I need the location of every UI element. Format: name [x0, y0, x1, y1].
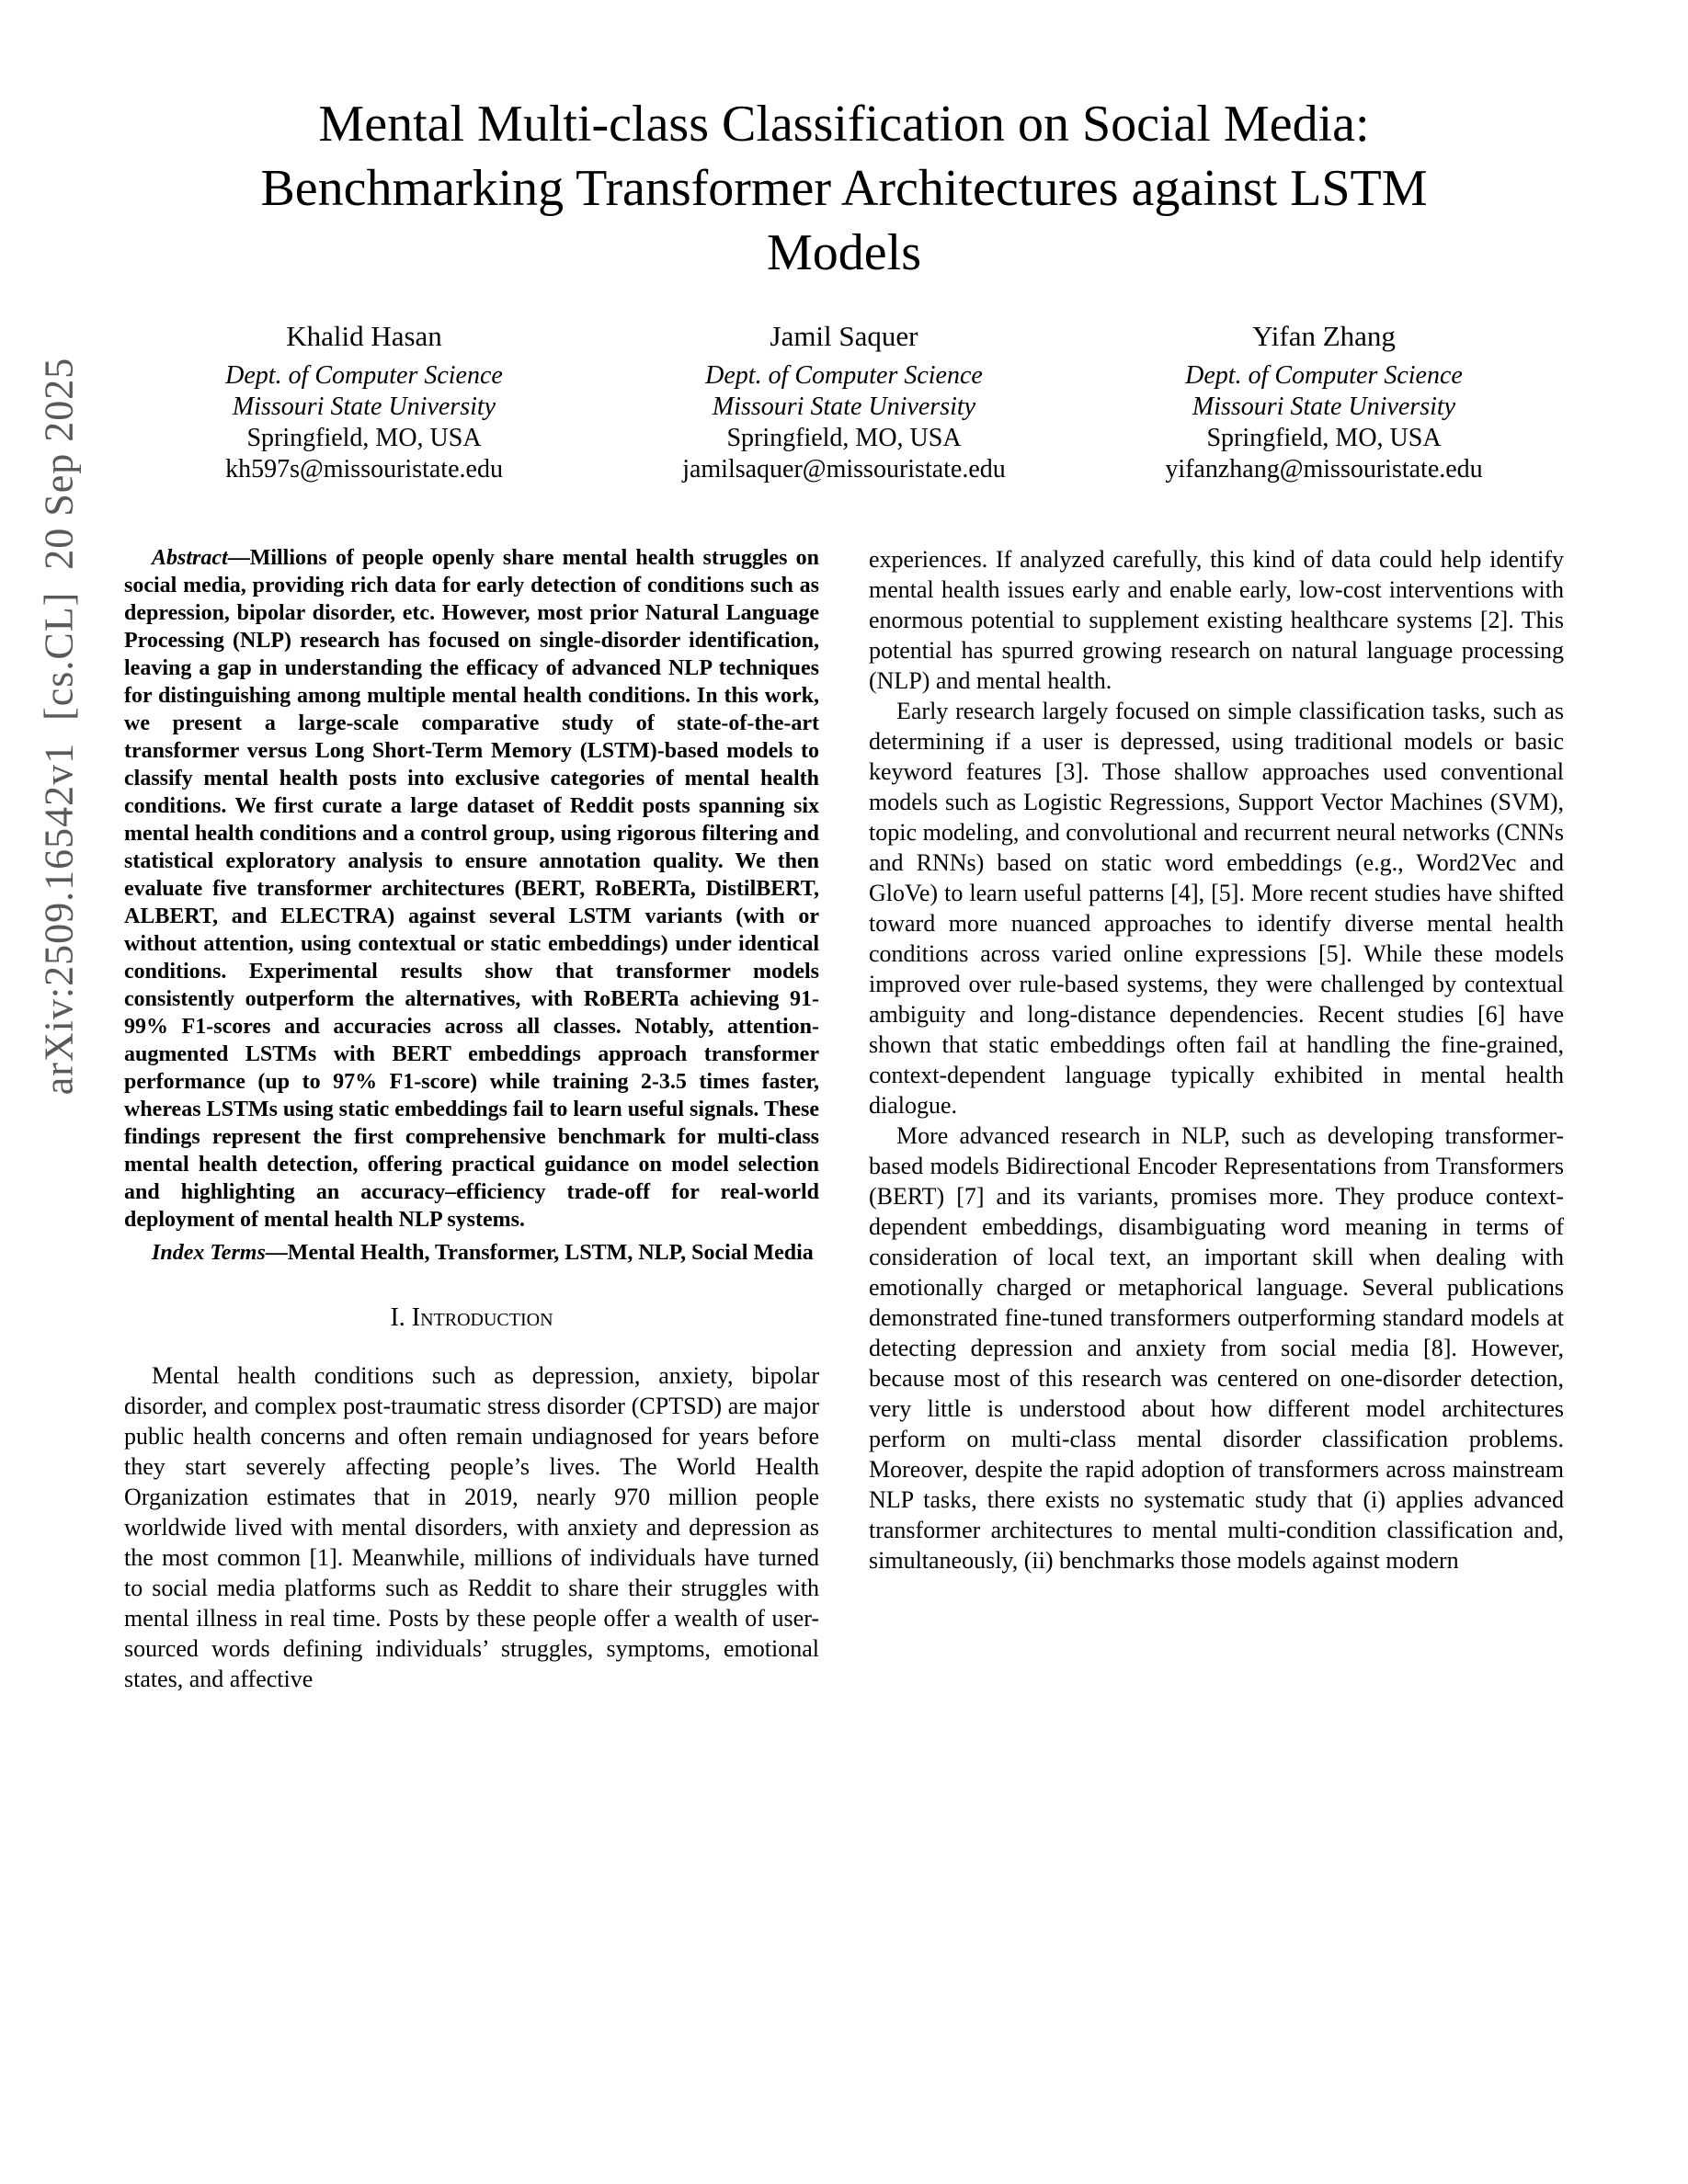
author-university: Missouri State University	[712, 392, 976, 421]
author-dept: Dept. of Computer Science	[705, 361, 983, 390]
abstract-label: Abstract	[152, 546, 228, 570]
two-column-body	[124, 544, 1564, 1694]
author-name: Khalid Hasan	[286, 320, 442, 352]
author-dept: Dept. of Computer Science	[1185, 361, 1463, 390]
author-university: Missouri State University	[1192, 392, 1456, 421]
index-terms-text: —Mental Health, Transformer, LSTM, NLP, Social Media	[265, 1241, 814, 1265]
author-university: Missouri State University	[232, 392, 496, 421]
author-block-3	[1084, 318, 1564, 485]
author-location: Springfield, MO, USA	[726, 424, 962, 452]
author-name: Jamil Saquer	[770, 320, 918, 352]
intro-paragraph-2: Early research largely focused on simple classification tasks, such as determining if a user is depressed, using traditional models or basic keyword features [3]. Those shallow approaches used conventional models such as Logistic Regressions, Support Vector Machines (SVM), topic modeling, and convolutional and recurrent neural networks (CNNs and RNNs) based on static word embeddings (e.g., Word2Vec and GloVe) to learn useful patterns [4], [5]. More recent studies have shifted toward more nuanced approaches to identify diverse mental health conditions across varied online expressions [5]. While these models improved over rule-based systems, they were challenged by contextual ambiguity and long-distance dependencies. Recent studies [6] have shown that static embeddings often fail at handling the fine-grained, context-dependent language typically exhibited in mental health dialogue.	[869, 698, 1564, 1119]
paper-title: Mental Multi-class Classification on Social Media: Benchmarking Transformer Architectures against LSTM Models	[260, 96, 1428, 281]
section-title: Introduction	[411, 1303, 553, 1332]
author-dept: Dept. of Computer Science	[225, 361, 503, 390]
author-email: kh597s@missouristate.edu	[225, 455, 503, 483]
abstract-text: —Millions of people openly share mental health struggles on social media, providing rich data for early detection of conditions such as depression, bipolar disorder, etc. However, most prior Natural Language Processing (NLP) research has focused on single-disorder identification, leaving a gap in understanding the efficacy of advanced NLP techniques for distinguishing among multiple mental health conditions. In this work, we present a large-scale comparative study of state-of-the-art transformer versus Long Short-Term Memory (LSTM)-based models to classify mental health posts into exclusive categories of mental health conditions. We first curate a large dataset of Reddit posts spanning six mental health conditions and a control group, using rigorous filtering and statistical exploratory analysis to ensure annotation quality. We then evaluate five transformer architectures (BERT, RoBERTa, DistilBERT, ALBERT, and ELECTRA) against several LSTM variants (with or without attention, using contextual or static embeddings) under identical conditions. Experimental results show that transformer models consistently outperform the alternatives, with RoBERTa achieving 91-99% F1-scores and accuracies across all classes. Notably, attention-augmented LSTMs with BERT embeddings approach transformer performance (up to 97% F1-score) while training 2-3.5 times faster, whereas LSTMs using static embeddings fail to learn useful signals. These findings represent the first comprehensive benchmark for multi-class mental health detection, offering practical guidance on model selection and highlighting an accuracy–efficiency trade-off for real-world deployment of mental health NLP systems.	[124, 546, 819, 1232]
section-number: I.	[390, 1303, 405, 1332]
index-terms-label: Index Terms	[152, 1241, 266, 1265]
intro-paragraph-1-continued: experiences. If analyzed carefully, this kind of data could help identify mental health issues early and enable early, low-cost interventions with enormous potential to supplement existing healthcare systems [2]. This potential has spurred growing research on natural language processing (NLP) and mental health.	[869, 546, 1564, 694]
author-location: Springfield, MO, USA	[1206, 424, 1442, 452]
abstract	[124, 544, 819, 1234]
author-block-1	[124, 318, 604, 485]
arxiv-watermark: arXiv:2509.16542v1 [cs.CL] 20 Sep 2025	[36, 357, 82, 1096]
authors-row	[124, 318, 1564, 485]
intro-paragraph-3: More advanced research in NLP, such as developing transformer-based models Bidirectional Encoder Representations from Transformers (BERT) [7] and its variants, promises more. They produce context-dependent embeddings, disambiguating word meaning in terms of consideration of local text, an important skill when dealing with emotionally charged or metaphorical language. Several publications demonstrated fine-tuned transformers outperforming standard models at detecting depression and anxiety from social media [8]. However, because most of this research was centered on one-disorder detection, very little is understood about how different model architectures perform on multi-class mental disorder classification problems. Moreover, despite the rapid adoption of transformers across mainstream NLP tasks, there exists no systematic study that (i) applies advanced transformer architectures to mental multi-condition classification and, simultaneously, (ii) benchmarks those models against modern	[869, 1122, 1564, 1574]
index-terms	[124, 1239, 819, 1267]
author-email: yifanzhang@missouristate.edu	[1165, 455, 1483, 483]
intro-paragraph-1: Mental health conditions such as depression, anxiety, bipolar disorder, and complex post-traumatic stress disorder (CPTSD) are major public health concerns and often remain undiagnosed for years before they start severely affecting people’s lives. The World Health Organization estimates that in 2019, nearly 970 million people worldwide lived with mental disorders, with anxiety and depression as the most common [1]. Meanwhile, millions of individuals have turned to social media platforms such as Reddit to share their struggles with mental illness in real time. Posts by these people offer a wealth of user-sourced words defining individuals’ struggles, symptoms, emotional states, and affective	[124, 1362, 819, 1692]
section-heading-introduction	[124, 1303, 819, 1333]
author-block-2	[604, 318, 1084, 485]
author-name: Yifan Zhang	[1252, 320, 1396, 352]
author-location: Springfield, MO, USA	[246, 424, 482, 452]
left-column	[124, 544, 819, 1694]
paper-content	[124, 0, 1564, 1694]
right-column	[869, 544, 1564, 1694]
author-email: jamilsaquer@missouristate.edu	[682, 455, 1006, 483]
